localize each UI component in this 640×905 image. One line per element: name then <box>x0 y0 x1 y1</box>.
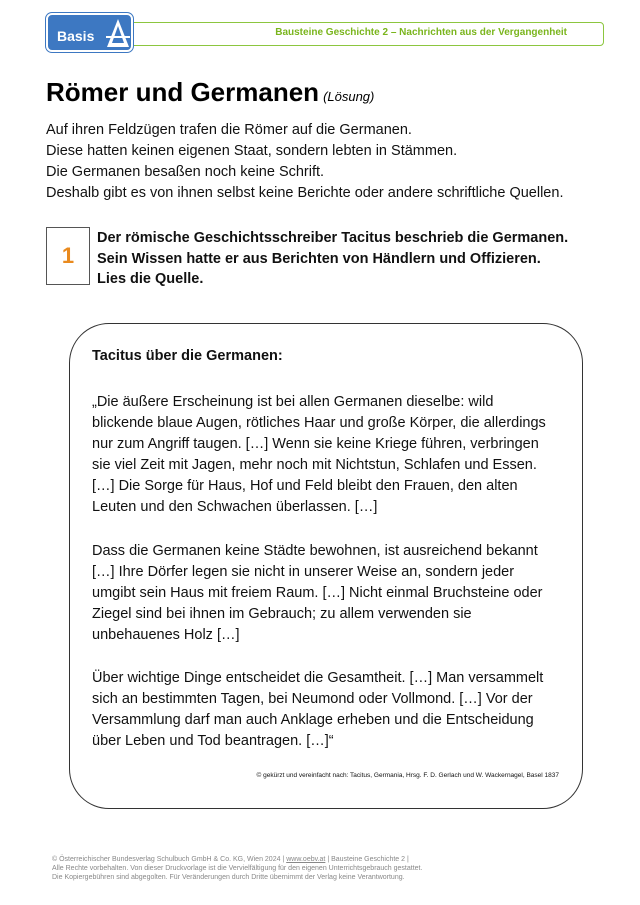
source-citation: © gekürzt und vereinfacht nach: Tacitus, Germania, Hrsg. F. D. Gerlach und W. Wackernagel, Basel 1837 <box>256 772 559 779</box>
publisher-link[interactable]: www.oebv.at <box>286 856 326 863</box>
quote-line: blickende blaue Augen, rötliches Haar und große Körper, die allerdings <box>92 415 546 431</box>
quote-line: Über wichtige Dinge entscheidet die Gesamtheit. […] Man versammelt <box>92 670 544 686</box>
task-instructions <box>97 228 597 290</box>
page-title <box>46 77 374 108</box>
source-title: Tacitus über die Germanen: <box>92 348 283 364</box>
quote-line: unbehauenes Holz […] <box>92 627 240 643</box>
task-line: Der römische Geschichtsschreiber Tacitus beschrieb die Germanen. <box>97 230 569 246</box>
intro-line: Diese hatten keinen eigenen Staat, sondern lebten in Stämmen. <box>46 143 458 159</box>
series-title: Bausteine Geschichte 2 – Nachrichten aus der Vergangenheit <box>275 27 567 38</box>
intro-line: Auf ihren Feldzügen trafen die Römer auf die Germanen. <box>46 122 412 138</box>
title-main: Römer und Germanen <box>46 77 320 107</box>
title-sub: (Lösung) <box>323 89 375 104</box>
intro-line: Deshalb gibt es von ihnen selbst keine Berichte oder andere schriftliche Quellen. <box>46 185 564 201</box>
task-line: Sein Wissen hatte er aus Berichten von Händlern und Offizieren. <box>97 250 541 267</box>
quote-paragraph-1 <box>92 392 572 518</box>
footer-line-3: Die Kopiergebühren sind abgegolten. Für Veränderungen durch Dritte übernimmt der Verlag keine Verantwortung. <box>52 874 405 881</box>
task-number: 1 <box>61 243 75 268</box>
quote-line: Dass die Germanen keine Städte bewohnen, ist ausreichend bekannt <box>92 543 538 559</box>
quote-line: Versammlung darf man auch Anklage erheben und die Entscheidung <box>92 712 534 728</box>
logo-triangle-icon <box>105 17 131 49</box>
quote-line: […] Die Sorge für Haus, Hof und Feld bleibt den Frauen, den alten <box>92 478 518 494</box>
footer <box>52 855 422 882</box>
quote-line: Leuten und den Schwachen überlassen. […] <box>92 499 378 515</box>
quote-line: sich an bestimmten Tagen, bei Neumond oder Vollmond. […] Vor der <box>92 691 533 707</box>
footer-line-2: Alle Rechte vorbehalten. Von dieser Druckvorlage ist die Vervielfältigung für den eigenen Unterrichtsgebrauch gestattet. <box>52 865 423 872</box>
footer-series: | Bausteine Geschichte 2 | <box>325 856 409 863</box>
intro-line: Die Germanen besaßen noch keine Schrift. <box>46 164 325 180</box>
intro-text <box>46 120 606 204</box>
quote-paragraph-3 <box>92 668 572 752</box>
quote-line: […] Ihre Dörfer legen sie nicht in unserer Weise an, sondern jeder <box>92 564 515 580</box>
task-number-box <box>46 227 90 285</box>
logo-text: Basis <box>57 28 95 44</box>
quote-line: „Die äußere Erscheinung ist bei allen Germanen dieselbe: wild <box>92 394 494 410</box>
quote-line: sie viel Zeit mit Jagen, mehr noch mit Nichtstun, Schlafen und Essen. <box>92 457 537 473</box>
quote-line: umgibt sein Haus mit freiem Raum. […] Nicht einmal Bruchsteine oder <box>92 585 543 601</box>
quote-line: Ziegel sind bei ihnen im Gebrauch; zu allem verwenden sie <box>92 606 472 622</box>
quote-line: über Leben und Tod beantragen. […]“ <box>92 733 334 749</box>
basis-logo <box>46 13 133 52</box>
quote-line: nur zum Angriff taugen. […] Wenn sie keine Kriege führen, verbringen <box>92 436 539 452</box>
footer-copyright: © Österreichischer Bundesverlag Schulbuch GmbH & Co. KG, Wien 2024 | <box>52 856 287 863</box>
quote-paragraph-2 <box>92 541 572 646</box>
footer-line-1 <box>52 855 422 864</box>
task-line: Lies die Quelle. <box>97 271 204 287</box>
